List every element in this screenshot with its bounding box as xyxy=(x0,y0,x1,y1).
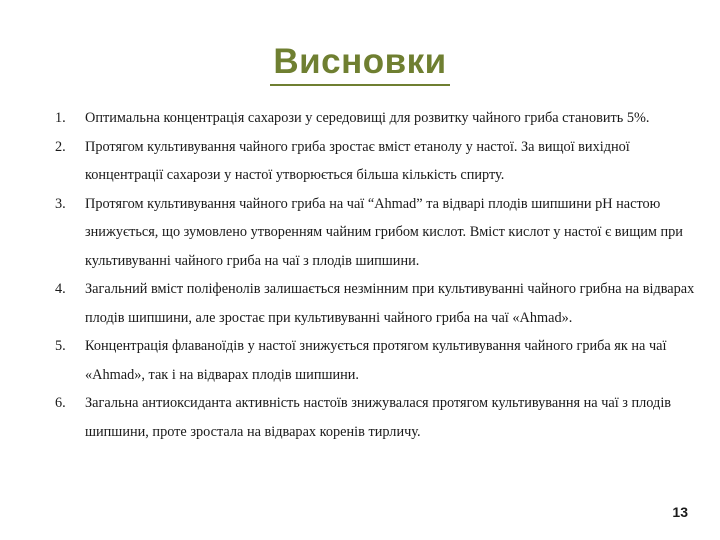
conclusion-item-4 xyxy=(55,275,695,332)
conclusion-item-3 xyxy=(55,190,695,276)
item-number: 6. xyxy=(55,395,66,411)
item-number: 4. xyxy=(55,281,66,297)
item-text: Концентрація флаваноїдів у настої знижується протягом культивування чайного гриба як на чаї «Ahmad», так і на відварах плодів шипшини. xyxy=(85,338,667,383)
slide-title: Висновки xyxy=(270,42,449,86)
item-number: 5. xyxy=(55,338,66,354)
item-number: 1. xyxy=(55,110,66,126)
item-text: Протягом культивування чайного гриба на чаї “Ahmad” та відварі плодів шипшини рН настою знижується, що зумовлено утворенням чайним грибом кислот. Вміст кислот у настої є вищим при культивуванні чайного гриба на чаї з плодів шипшини. xyxy=(85,195,683,269)
conclusion-item-5 xyxy=(55,332,695,389)
conclusions-list xyxy=(55,104,695,446)
item-number: 3. xyxy=(55,195,66,212)
conclusion-item-6 xyxy=(55,389,695,446)
page-number: 13 xyxy=(672,504,688,520)
conclusion-item-2 xyxy=(55,133,695,190)
item-text: Протягом культивування чайного гриба зростає вміст етанолу у настої. За вищої вихідної концентрації сахарози у настої утворюється більша кількість спирту. xyxy=(85,138,630,183)
item-number: 2. xyxy=(55,138,66,155)
item-text: Оптимальна концентрація сахарози у середовищі для розвитку чайного гриба становить 5%. xyxy=(85,110,650,126)
item-text: Загальний вміст поліфенолів залишається незмінним при культивуванні чайного грибна на відварах плодів шипшини, але зростає при культивуванні чайного гриба на чаї «Ahmad». xyxy=(85,281,695,326)
title-container xyxy=(0,42,720,86)
item-text: Загальна антиоксиданта активність настоїв знижувалася протягом культивування на чаї з плодів шипшини, проте зростала на відварах коренів тирличу. xyxy=(85,395,672,440)
conclusion-item-1 xyxy=(55,104,695,133)
